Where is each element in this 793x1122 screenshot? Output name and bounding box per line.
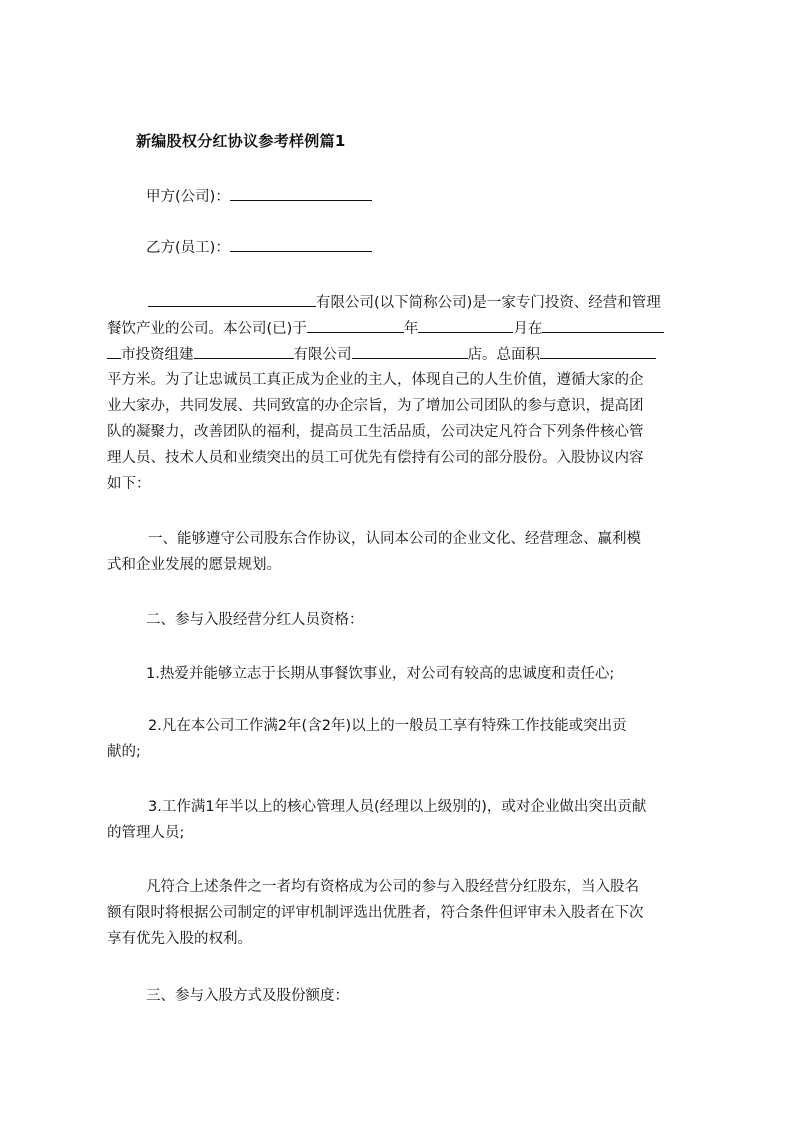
section2-item-2-line-2: 献的; bbox=[107, 744, 141, 760]
note-line-3: 享有优先入股的权利。 bbox=[107, 931, 252, 947]
party-b-label: 乙方(员工)： bbox=[146, 240, 230, 256]
note-line-2: 额有限时将根据公司制定的评审机制评选出优胜者，符合条件但评审未入股者在下次 bbox=[107, 905, 644, 921]
intro-text-1: 有限公司(以下简称公司)是一家专门投资、经营和管理 bbox=[316, 295, 661, 311]
month-blank bbox=[418, 318, 513, 333]
section2-heading: 二、参与入股经营分红人员资格： bbox=[146, 612, 364, 628]
intro-line-3 bbox=[107, 344, 656, 365]
section2-item-3-line-2: 的管理人员; bbox=[107, 825, 185, 841]
note-line-1: 凡符合上述条件之一者均有资格成为公司的参与入股经营分红股东，当入股名 bbox=[146, 879, 639, 895]
intro-line-1 bbox=[148, 292, 661, 313]
company-name-blank bbox=[148, 292, 316, 307]
intro-text-3c: 店。总面积 bbox=[467, 347, 540, 363]
intro-line-2 bbox=[107, 318, 664, 339]
party-a-line bbox=[146, 186, 372, 207]
party-a-blank bbox=[230, 186, 372, 201]
store-blank bbox=[352, 344, 468, 359]
intro-line-4: 平方米。为了让忠诚员工真正成为企业的主人，体现自己的人生价值，遵循大家的企 bbox=[107, 372, 644, 388]
section1-line-2: 式和企业发展的愿景规划。 bbox=[107, 557, 281, 573]
section3-heading: 三、参与入股方式及股份额度： bbox=[146, 988, 349, 1004]
intro-line-6: 队的凝聚力，改善团队的福利，提高员工生活品质，公司决定凡符合下列条件核心管 bbox=[107, 424, 644, 440]
intro-text-2c: 月在 bbox=[513, 321, 543, 337]
section2-item-2-line-1: 2.凡在本公司工作满2年(含2年)以上的一般员工享有特殊工作技能或突出贡 bbox=[148, 718, 627, 734]
section2-item-3-line-1: 3.工作满1年半以上的核心管理人员(经理以上级别的)，或对企业做出突出贡献 bbox=[148, 799, 647, 815]
location-blank bbox=[542, 318, 664, 333]
party-b-blank bbox=[230, 237, 372, 252]
area-blank bbox=[540, 344, 656, 359]
party-a-label: 甲方(公司)： bbox=[146, 189, 230, 205]
section1-line-1: 一、能够遵守公司股东合作协议，认同本公司的企业文化、经营理念、赢利模 bbox=[148, 531, 641, 547]
intro-text-3b: 有限公司 bbox=[293, 347, 352, 363]
city-blank bbox=[107, 344, 121, 359]
intro-line-5: 业大家办，共同发展、共同致富的办企宗旨，为了增加公司团队的参与意识，提高团 bbox=[107, 398, 644, 414]
section2-item-1: 1.热爱并能够立志于长期从事餐饮事业，对公司有较高的忠诚度和责任心; bbox=[146, 666, 615, 682]
intro-text-3a: 市投资组建 bbox=[121, 347, 194, 363]
intro-text-2a: 餐饮产业的公司。本公司(已)于 bbox=[107, 321, 307, 337]
party-b-line bbox=[146, 237, 372, 258]
document-title: 新编股权分红协议参考样例篇1 bbox=[136, 132, 346, 150]
intro-line-7: 理人员、技术人员和业绩突出的员工可优先有偿持有公司的部分股份。入股协议内容 bbox=[107, 450, 644, 466]
intro-text-2b: 年 bbox=[403, 321, 419, 337]
intro-line-8: 如下： bbox=[107, 476, 151, 492]
year-blank bbox=[307, 318, 404, 333]
company-blank-2 bbox=[194, 344, 294, 359]
